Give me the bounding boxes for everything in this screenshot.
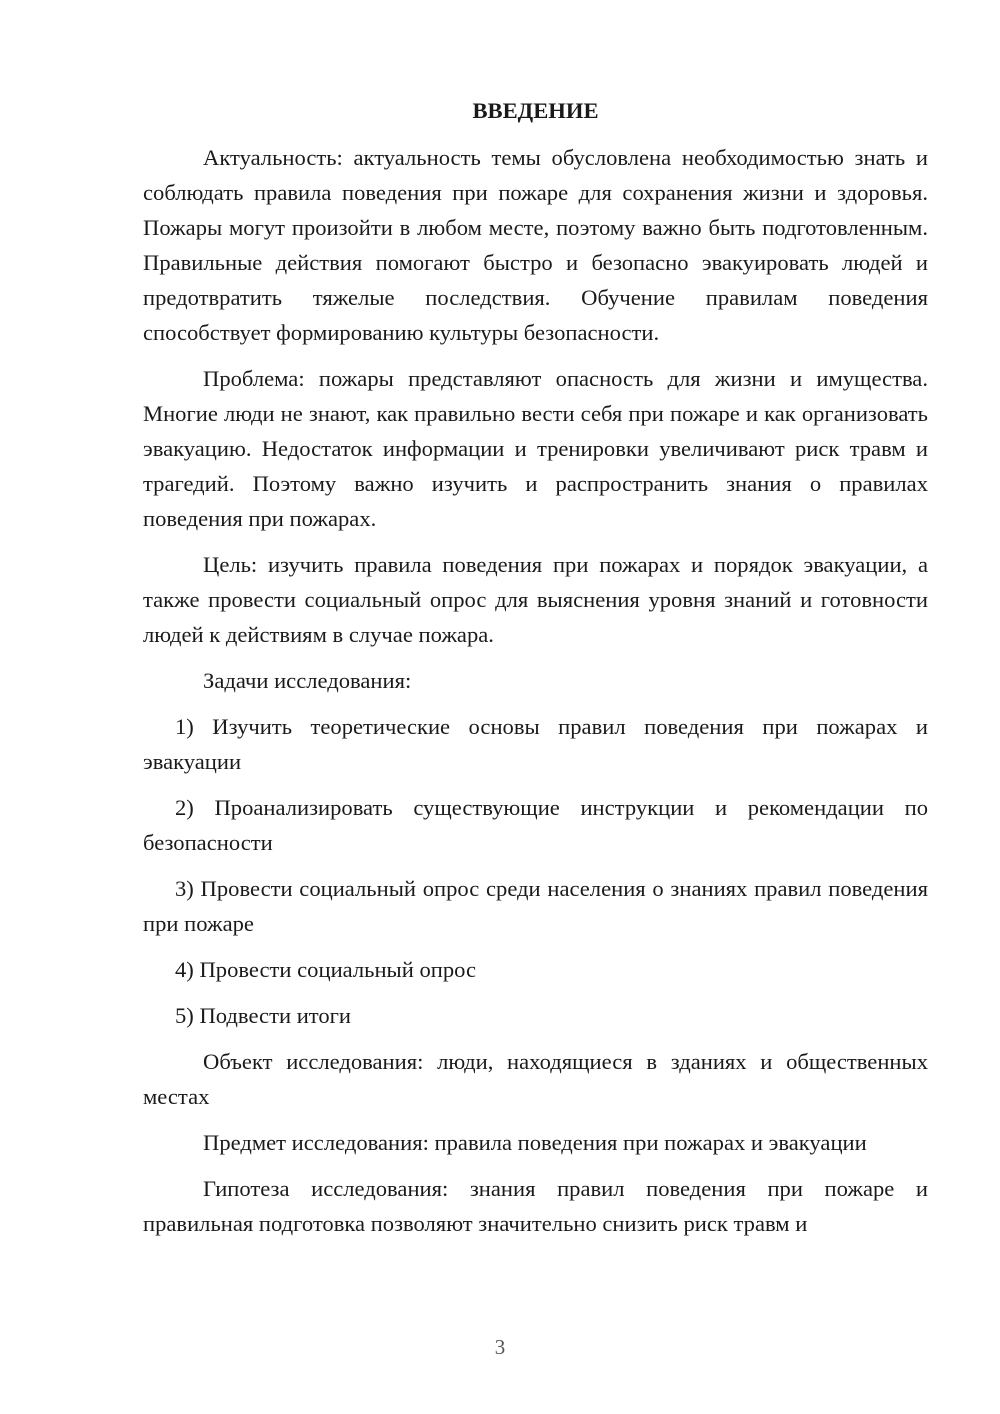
paragraph-object: Объект исследования: люди, находящиеся в зданиях и общественных местах [143,1049,928,1109]
paragraph-goal: Цель: изучить правила поведения при пожарах и порядок эвакуации, а также провести социальный опрос для выяснения уровня знаний и готовности людей к действиям в случае пожара. [143,552,928,647]
document-page [143,96,928,1252]
paragraph-hypothesis: Гипотеза исследования: знания правил поведения при пожаре и правильная подготовка позволяют значительно снизить риск травм и [143,1176,928,1236]
paragraph-subject: Предмет исследования: правила поведения при пожарах и эвакуации [203,1130,867,1155]
page-number: 3 [494,1335,506,1359]
section-title: ВВЕДЕНИЕ [472,98,599,123]
paragraph-tasks-heading: Задачи исследования: [203,668,412,693]
task-item-5: 5) Подвести итоги [175,1003,352,1028]
task-item-1: 1) Изучить теоретические основы правил поведения при пожарах и эвакуации [143,714,928,774]
task-item-4: 4) Провести социальный опрос [175,957,477,982]
task-item-2: 2) Проанализировать существующие инструкции и рекомендации по безопасности [143,795,928,855]
paragraph-relevance: Актуальность: актуальность темы обусловлена необходимостью знать и соблюдать правила поведения при пожаре для сохранения жизни и здоровья. Пожары могут произойти в любом месте, поэтому важно быть подготовленным. Правильные действия помогают быстро и безопасно эвакуировать людей и предотвратить тяжелые последствия. Обучение правилам поведения способствует формированию культуры безопасности. [143,145,928,345]
paragraph-problem: Проблема: пожары представляют опасность для жизни и имущества. Многие люди не знают, как правильно вести себя при пожаре и как организовать эвакуацию. Недостаток информации и тренировки увеличивают риск травм и трагедий. Поэтому важно изучить и распространить знания о правилах поведения при пожарах. [143,366,928,531]
task-item-3: 3) Провести социальный опрос среди населения о знаниях правил поведения при пожаре [143,876,928,936]
